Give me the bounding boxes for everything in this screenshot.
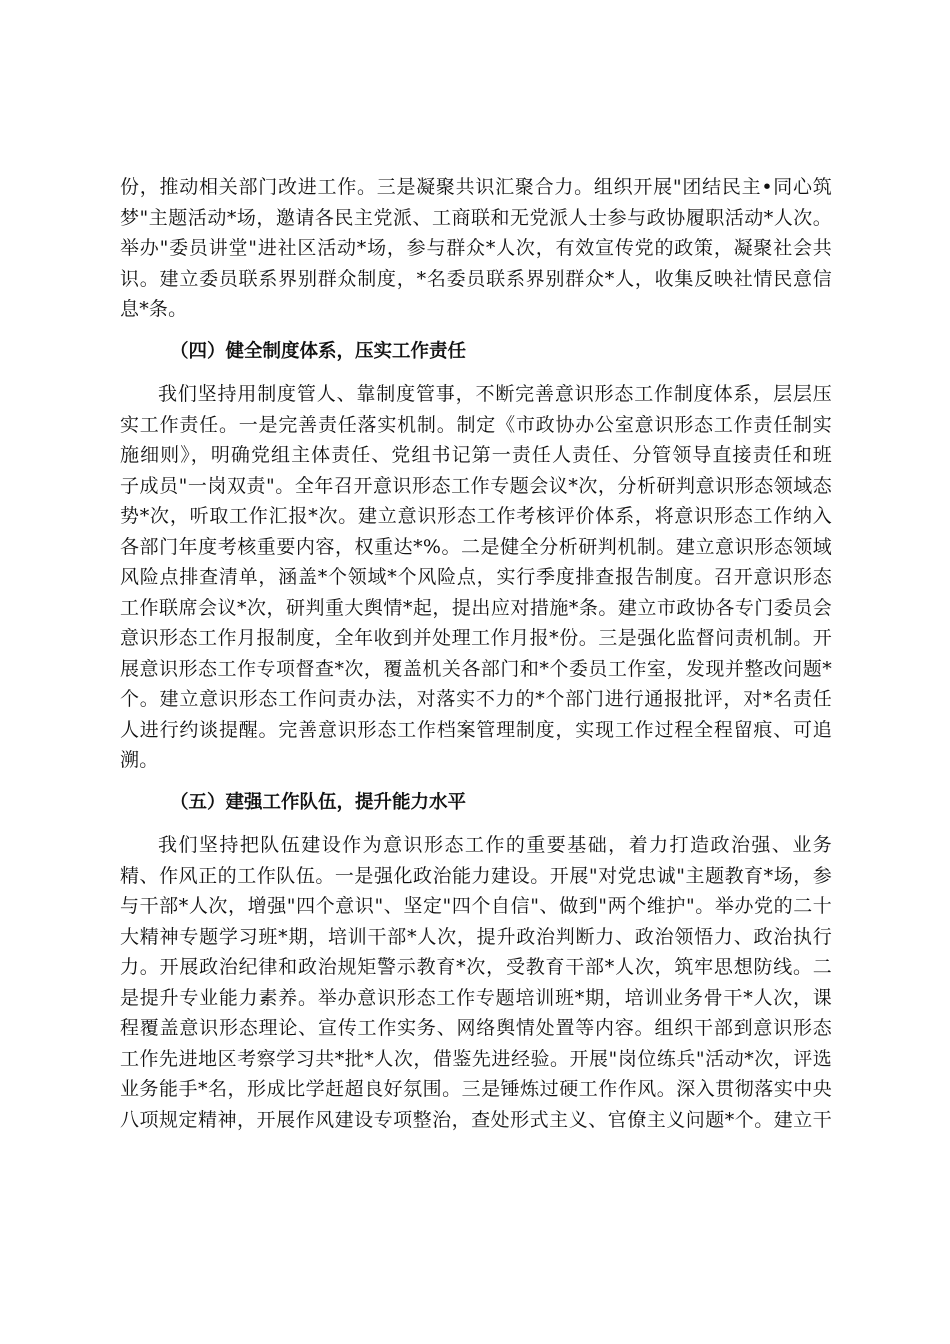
text-line: 业务能手*名，形成比学赶超良好氛围。三是锤炼过硬工作作风。深入贯彻落实中央 <box>120 1078 832 1100</box>
paragraph-solidarity-work <box>120 172 832 325</box>
text-line: 八项规定精神，开展作风建设专项整治，查处形式主义、官僚主义问题*个。建立干 <box>120 1108 832 1131</box>
text-line: 个。建立意识形态工作问责办法，对落实不力的*个部门进行通报批评，对*名责任 <box>120 688 832 710</box>
text-line: 施细则》，明确党组主体责任、党组书记第一责任人责任、分管领导直接责任和班 <box>120 444 832 466</box>
text-line: 份，推动相关部门改进工作。三是凝聚共识汇聚合力。组织开展"团结民主•同心筑 <box>120 176 832 198</box>
text-line: 精、作风正的工作队伍。一是强化政治能力建设。开展"对党忠诚"主题教育*场，参 <box>120 864 832 887</box>
text-line: 我们坚持把队伍建设作为意识形态工作的重要基础，着力打造政治强、业务 <box>158 834 832 856</box>
text-line: 大精神专题学习班*期，培训干部*人次，提升政治判断力、政治领悟力、政治执行 <box>120 925 832 948</box>
text-line: 子成员"一岗双责"。全年召开意识形态工作专题会议*次，分析研判意识形态领域态 <box>120 474 832 497</box>
text-line: 势*次，听取工作汇报*次。建立意识形态工作考核评价体系，将意识形态工作纳入 <box>120 505 832 527</box>
text-line: 风险点排查清单，涵盖*个领域*个风险点，实行季度排查报告制度。召开意识形态 <box>120 566 832 588</box>
paragraph-team-building <box>120 830 832 1135</box>
text-line: 我们坚持用制度管人、靠制度管事，不断完善意识形态工作制度体系，层层压 <box>158 383 832 405</box>
text-line: 是提升专业能力素养。举办意识形态工作专题培训班*期，培训业务骨干*人次，课 <box>120 986 832 1009</box>
document-page <box>120 172 832 1135</box>
text-line: 息*条。 <box>120 298 188 320</box>
text-line: 展意识形态工作专项督查*次，覆盖机关各部门和*个委员工作室，发现并整改问题* <box>120 657 832 680</box>
text-line: 实工作责任。一是完善责任落实机制。制定《市政协办公室意识形态工作责任制实 <box>120 413 832 436</box>
text-line: 溯。 <box>120 749 159 771</box>
text-line: 梦"主题活动*场，邀请各民主党派、工商联和无党派人士参与政协履职活动*人次。 <box>120 206 832 229</box>
text-line: 程覆盖意识形态理论、宣传工作实务、网络舆情处置等内容。组织干部到意识形态 <box>120 1017 832 1039</box>
text-line: 识。建立委员联系界别群众制度，*名委员联系界别群众*人，收集反映社情民意信 <box>120 267 832 290</box>
text-line: 工作联席会议*次，研判重大舆情*起，提出应对措施*条。建立市政协各专门委员会 <box>120 596 832 619</box>
paragraph-system-responsibility <box>120 379 832 776</box>
text-line: 工作先进地区考察学习共*批*人次，借鉴先进经验。开展"岗位练兵"活动*次，评选 <box>120 1047 832 1070</box>
section-heading-4: （四）健全制度体系，压实工作责任 <box>170 340 467 362</box>
text-line: 各部门年度考核重要内容，权重达*%。二是健全分析研判机制。建立意识形态领域 <box>120 535 832 558</box>
text-line: 人进行约谈提醒。完善意识形态工作档案管理制度，实现工作过程全程留痕、可追 <box>120 718 832 741</box>
section-heading-5: （五）建强工作队伍，提升能力水平 <box>170 791 467 813</box>
text-line: 力。开展政治纪律和政治规矩警示教育*次，受教育干部*人次，筑牢思想防线。二 <box>120 956 832 978</box>
text-line: 意识形态工作月报制度，全年收到并处理工作月报*份。三是强化监督问责机制。开 <box>120 627 832 649</box>
text-line: 与干部*人次，增强"四个意识"、坚定"四个自信"、做到"两个维护"。举办党的二十 <box>120 895 832 917</box>
text-line: 举办"委员讲堂"进社区活动*场，参与群众*人次，有效宣传党的政策，凝聚社会共 <box>120 237 832 259</box>
